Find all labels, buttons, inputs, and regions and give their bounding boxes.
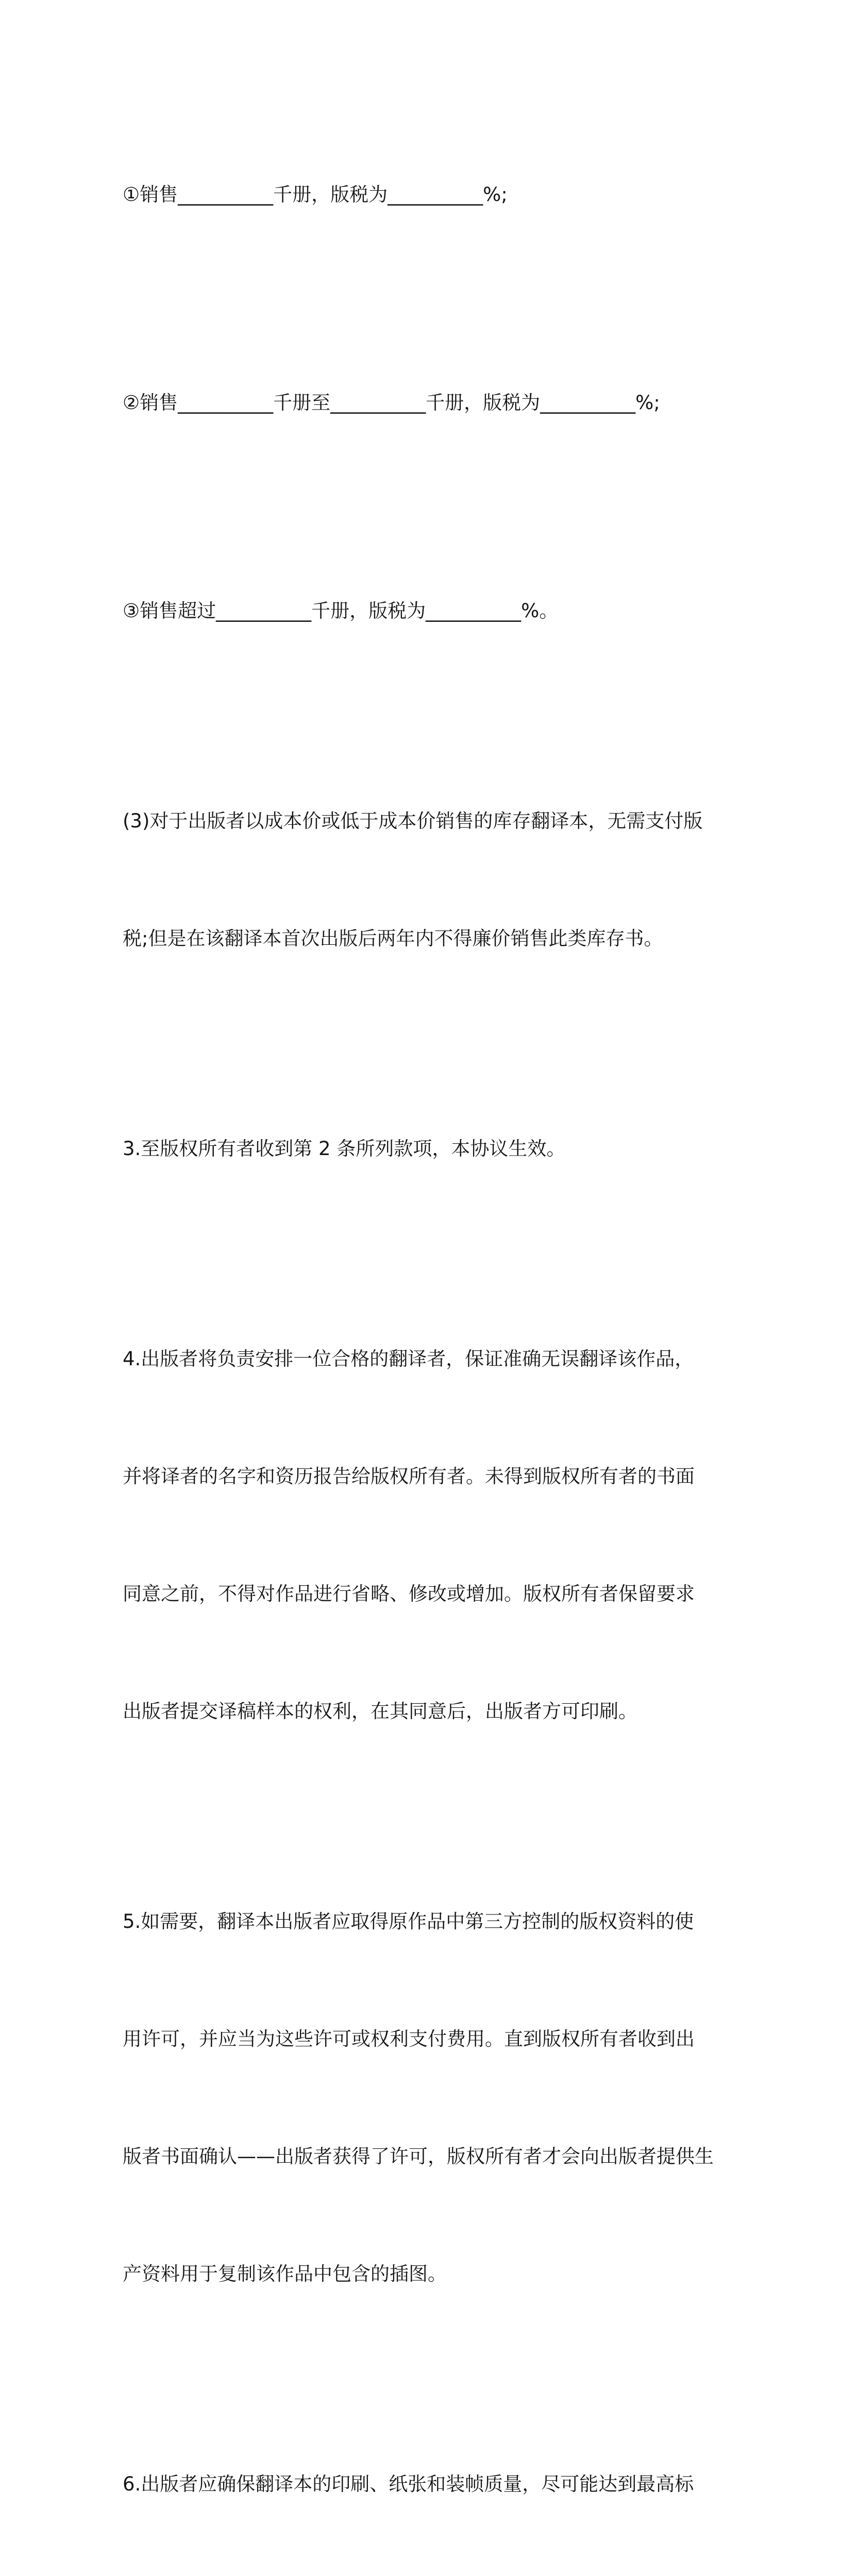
text-line: 用许可，并应当为这些许可或权利支付费用。直到版权所有者收到出 [123,2028,695,2050]
article-3-effective [123,1051,720,1247]
text-line: ①销售__________千册，版税为__________%; [123,183,508,206]
clause-royalty-tier-2 [123,305,720,501]
text-line: 产资料用于复制该作品中包含的插图。 [123,2263,447,2285]
article-4-translator [123,1261,720,1809]
text-line: 并将译者的名字和资历报告给版权所有者。未得到版权所有者的书面 [123,1465,695,1487]
clause-royalty-tier-3 [123,513,720,709]
text-line: 同意之前，不得对作品进行省略、修改或增加。版权所有者保留要求 [123,1583,695,1605]
document-body [123,97,720,2576]
clause-3-stock-sales [123,723,720,1037]
article-5-third-party-rights [123,1824,720,2372]
text-line: 税;但是在该翻译本首次出版后两年内不得廉价销售此类库存书。 [123,927,663,950]
text-line: ③销售超过__________千册，版税为__________%。 [123,600,559,622]
text-line: (3)对于出版者以成本价或低于成本价销售的库存翻译本，无需支付版 [123,810,703,832]
text-line: ②销售__________千册至__________千册，版税为__________%; [123,392,660,414]
text-line: 6.出版者应确保翻译本的印刷、纸张和装帧质量，尽可能达到最高标 [123,2473,694,2495]
article-6-print-quality [123,2386,720,2576]
text-line: 出版者提交译稿样本的权利，在其同意后，出版者方可印刷。 [123,1700,637,1722]
text-line: 3.至版权所有者收到第 2 条所列款项，本协议生效。 [123,1138,566,1160]
clause-royalty-tier-1 [123,97,720,293]
text-line: 4.出版者将负责安排一位合格的翻译者，保证准确无误翻译该作品， [123,1348,694,1370]
text-line: 版者书面确认——出版者获得了许可，版权所有者才会向出版者提供生 [123,2145,714,2167]
text-line: 5.如需要，翻译本出版者应取得原作品中第三方控制的版权资料的使 [123,1910,694,1933]
